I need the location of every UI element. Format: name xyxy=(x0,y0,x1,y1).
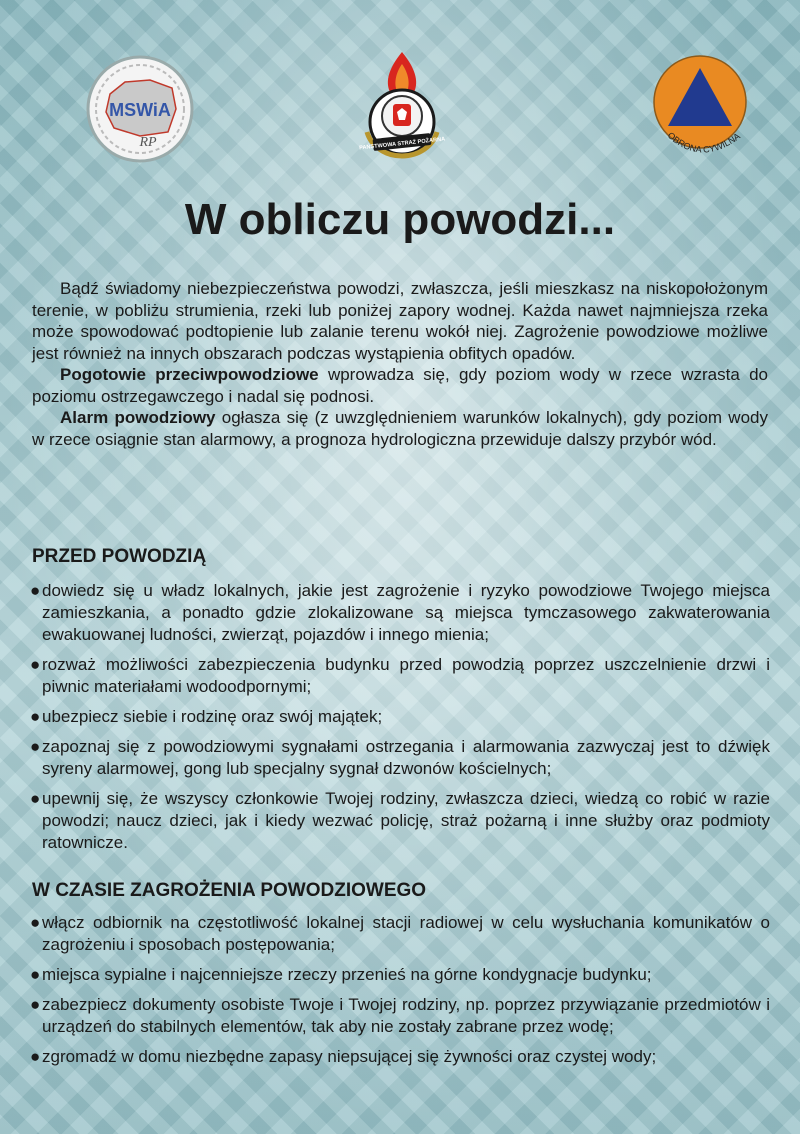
oc-text: OBRONA CYWILNA xyxy=(665,130,742,155)
list-item-text: zgromadź w domu niezbędne zapasy niepsującej się żywności oraz czystej wody; xyxy=(42,1047,657,1066)
list-w-czasie-zagrozenia xyxy=(32,912,770,1076)
logo-bar xyxy=(0,50,800,170)
mswia-text: MSWiA xyxy=(109,100,171,120)
bullet-icon: ● xyxy=(30,737,41,756)
intro-paragraph-3 xyxy=(32,407,768,450)
list-item xyxy=(32,736,770,780)
page-title: W obliczu powodzi... xyxy=(184,195,616,244)
intro-term-pogotowie: Pogotowie przeciwpowodziowe xyxy=(60,365,319,384)
list-item-text: zabezpiecz dokumenty osobiste Twoje i Twojej rodziny, np. poprzez przywiązanie przedmiotów i urządzeń do stabilnych elementów, tak aby nie zostały zabrane przez wodę; xyxy=(42,995,770,1036)
list-item xyxy=(32,1046,770,1068)
intro-paragraph-1: Bądź świadomy niebezpieczeństwa powodzi, zwłaszcza, jeśli mieszkasz na niskopołożonym terenie, w pobliżu strumienia, rzeki lub poniżej zapory wodnej. Każda nawet najmniejsza rzeka może spowodować podtopienie lub zalanie terenu wokół niej. Zagrożenie powodziowe możliwe jest również na innych obszarach podczas wystąpienia obfitych opadów. xyxy=(32,279,768,363)
section-title-w-czasie-zagrozenia: W CZASIE ZAGROŻENIA POWODZIOWEGO xyxy=(32,880,427,901)
list-item-text: miejsca sypialne i najcenniejsze rzeczy przenieś na górne kondygnacje budynku; xyxy=(42,965,652,984)
psp-text: PAŃSTWOWA STRAŻ POŻARNA xyxy=(358,136,446,152)
list-item-text: upewnij się, że wszyscy członkowie Twojej rodziny, zwłaszcza dzieci, wiedzą co robić w razie powodzi; naucz dzieci, jak i kiedy wezwać policję, straż pożarną i inne służby oraz podmioty ratownicze. xyxy=(42,789,770,852)
intro-text xyxy=(32,278,768,450)
list-item-text: ubezpiecz siebie i rodzinę oraz swój majątek; xyxy=(42,707,383,726)
bullet-icon: ● xyxy=(30,655,41,674)
intro-paragraph-2 xyxy=(32,364,768,407)
list-item-text: zapoznaj się z powodziowymi sygnałami ostrzegania i alarmowania zazwyczaj jest to dźwięk syreny alarmowej, gong lub specjalny sygnał dzwonów kościelnych; xyxy=(42,737,770,778)
list-item-text: włącz odbiornik na częstotliwość lokalnej stacji radiowej w celu wysłuchania komunikatów o zagrożeniu i sposobach postępowania; xyxy=(42,913,770,954)
obrona-cywilna-logo xyxy=(645,54,755,166)
intro-paragraph-2-text: wprowadza się, gdy poziom wody w rzece wzrasta do poziomu ostrzegawczego i nadal się podnosi. xyxy=(32,365,768,406)
list-item xyxy=(32,994,770,1038)
bullet-icon: ● xyxy=(30,913,41,932)
list-item-text: dowiedz się u władz lokalnych, jakie jest zagrożenie i ryzyko powodziowe Twojego miejsca zamieszkania, a ponadto gdzie zlokalizowane są miejsca tymczasowego zakwaterowania ewakuowanej ludności, zwierząt, pojazdów i innego mienia; xyxy=(42,581,770,644)
list-item xyxy=(32,964,770,986)
bullet-icon: ● xyxy=(30,965,41,984)
bullet-icon: ● xyxy=(30,581,41,600)
list-item xyxy=(32,706,770,728)
list-item xyxy=(32,654,770,698)
section-title-przed-powodzia: PRZED POWODZIĄ xyxy=(32,546,207,567)
intro-term-alarm: Alarm powodziowy xyxy=(60,408,216,427)
intro-paragraph-3-text: ogłasza się (z uwzględnieniem warunków lokalnych), gdy poziom wody w rzece osiągnie stan alarmowy, a prognoza hydrologiczna przewiduje dalszy przybór wód. xyxy=(32,408,768,449)
bullet-icon: ● xyxy=(30,995,41,1014)
bullet-icon: ● xyxy=(30,1047,41,1066)
bullet-icon: ● xyxy=(30,707,41,726)
mswia-sub: RP xyxy=(139,135,157,150)
list-item xyxy=(32,580,770,646)
bullet-icon: ● xyxy=(30,789,41,808)
mswia-logo xyxy=(80,54,200,164)
psp-logo xyxy=(357,50,447,162)
list-item xyxy=(32,788,770,854)
list-przed-powodzia xyxy=(32,580,770,862)
list-item-text: rozważ możliwości zabezpieczenia budynku przed powodzią poprzez uszczelnienie drzwi i piwnic materiałami wodoodpornymi; xyxy=(42,655,770,696)
list-item xyxy=(32,912,770,956)
